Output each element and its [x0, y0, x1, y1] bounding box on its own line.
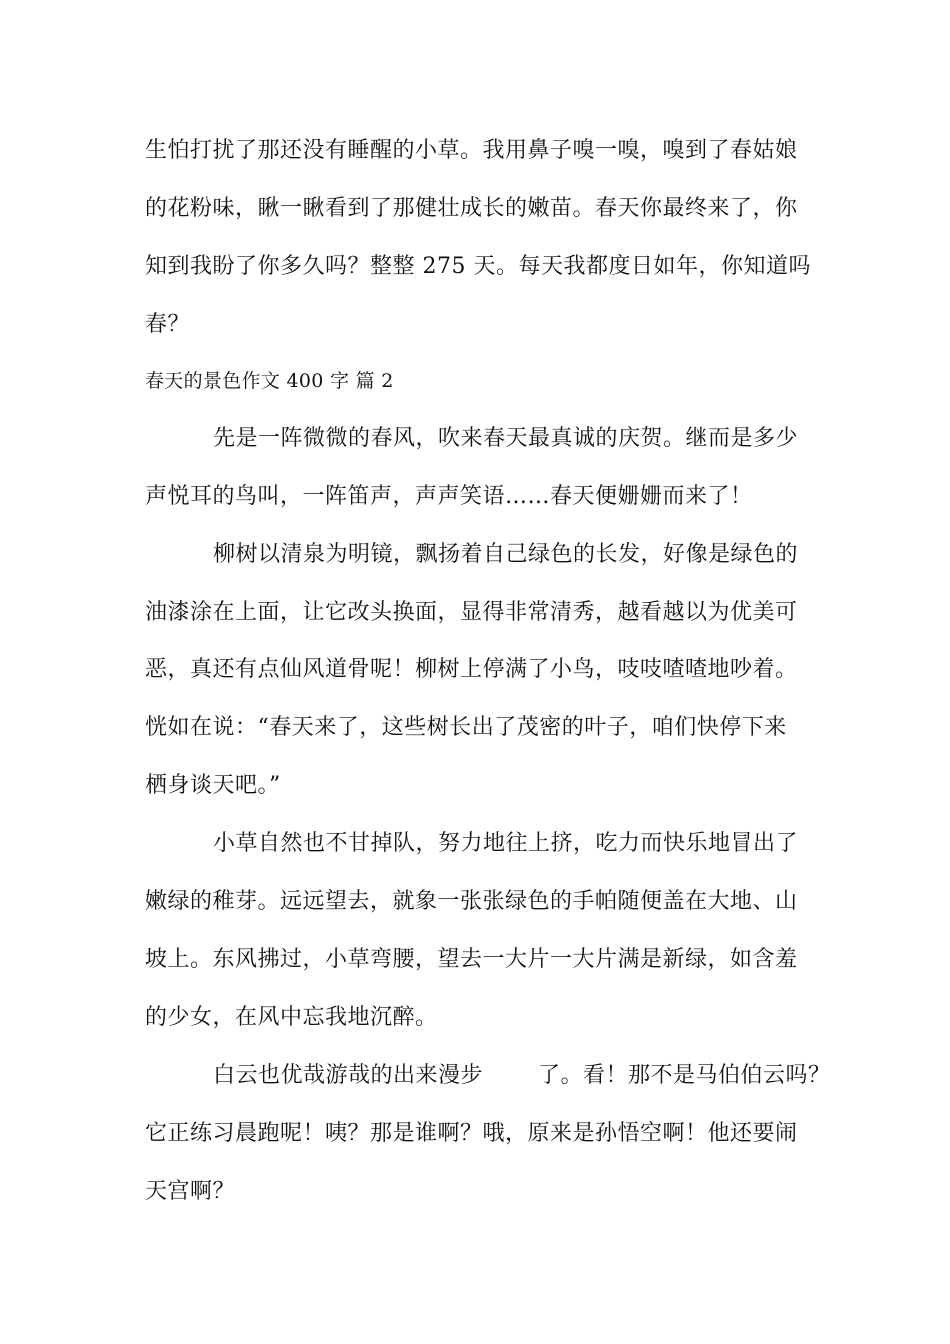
- paragraph-line: 声悦耳的鸟叫，一阵笛声，声声笑语……春天便姗姗而来了！: [145, 484, 753, 509]
- paragraph-line: 恶，真还有点仙风道骨呢！柳树上停满了小鸟，吱吱喳喳地吵着。: [145, 657, 798, 682]
- paragraph-line: 知到我盼了你多久吗？整整 275 天。每天我都度日如年，你知道吗: [145, 254, 811, 279]
- paragraph-line: 坡上。东风拂过，小草弯腰，望去一大片一大片满是新绿，如含羞: [145, 947, 798, 972]
- paragraph-line-continued: 了。看！那不是马伯伯云吗？: [538, 1063, 831, 1088]
- paragraph-line: 的花粉味，瞅一瞅看到了那健壮成长的嫩苗。春天你最终来了，你: [145, 196, 798, 221]
- paragraph-line: 的少女，在风中忘我地沉醉。: [145, 1005, 438, 1030]
- paragraph-line: 栖身谈天吧。”: [145, 773, 281, 798]
- paragraph-line: 先是一阵微微的春风，吹来春天最真诚的庆贺。继而是多少: [213, 426, 799, 451]
- paragraph-line: 天宫啊？: [145, 1179, 236, 1204]
- paragraph-line: 小草自然也不甘掉队，努力地往上挤，吃力而快乐地冒出了: [213, 831, 799, 856]
- paragraph-line: 嫩绿的稚芽。远远望去，就象一张张绿色的手帕随便盖在大地、山: [145, 889, 798, 914]
- paragraph-line: 生怕打扰了那还没有睡醒的小草。我用鼻子嗅一嗅，嗅到了春姑娘: [145, 138, 798, 163]
- paragraph-line: 恍如在说：“春天来了，这些树长出了茂密的叶子，咱们快停下来: [145, 715, 787, 740]
- paragraph-line: 春？: [145, 312, 191, 337]
- section-heading: 春天的景色作文 400 字 篇 2: [145, 370, 394, 392]
- paragraph-line: 柳树以清泉为明镜，飘扬着自己绿色的长发，好像是绿色的: [213, 542, 799, 567]
- paragraph-line: 白云也优哉游哉的出来漫步: [213, 1063, 484, 1088]
- paragraph-line: 油漆涂在上面，让它改头换面，显得非常清秀，越看越以为优美可: [145, 600, 798, 625]
- paragraph-line: 它正练习晨跑呢！咦？那是谁啊？哦，原来是孙悟空啊！他还要闹: [145, 1121, 798, 1146]
